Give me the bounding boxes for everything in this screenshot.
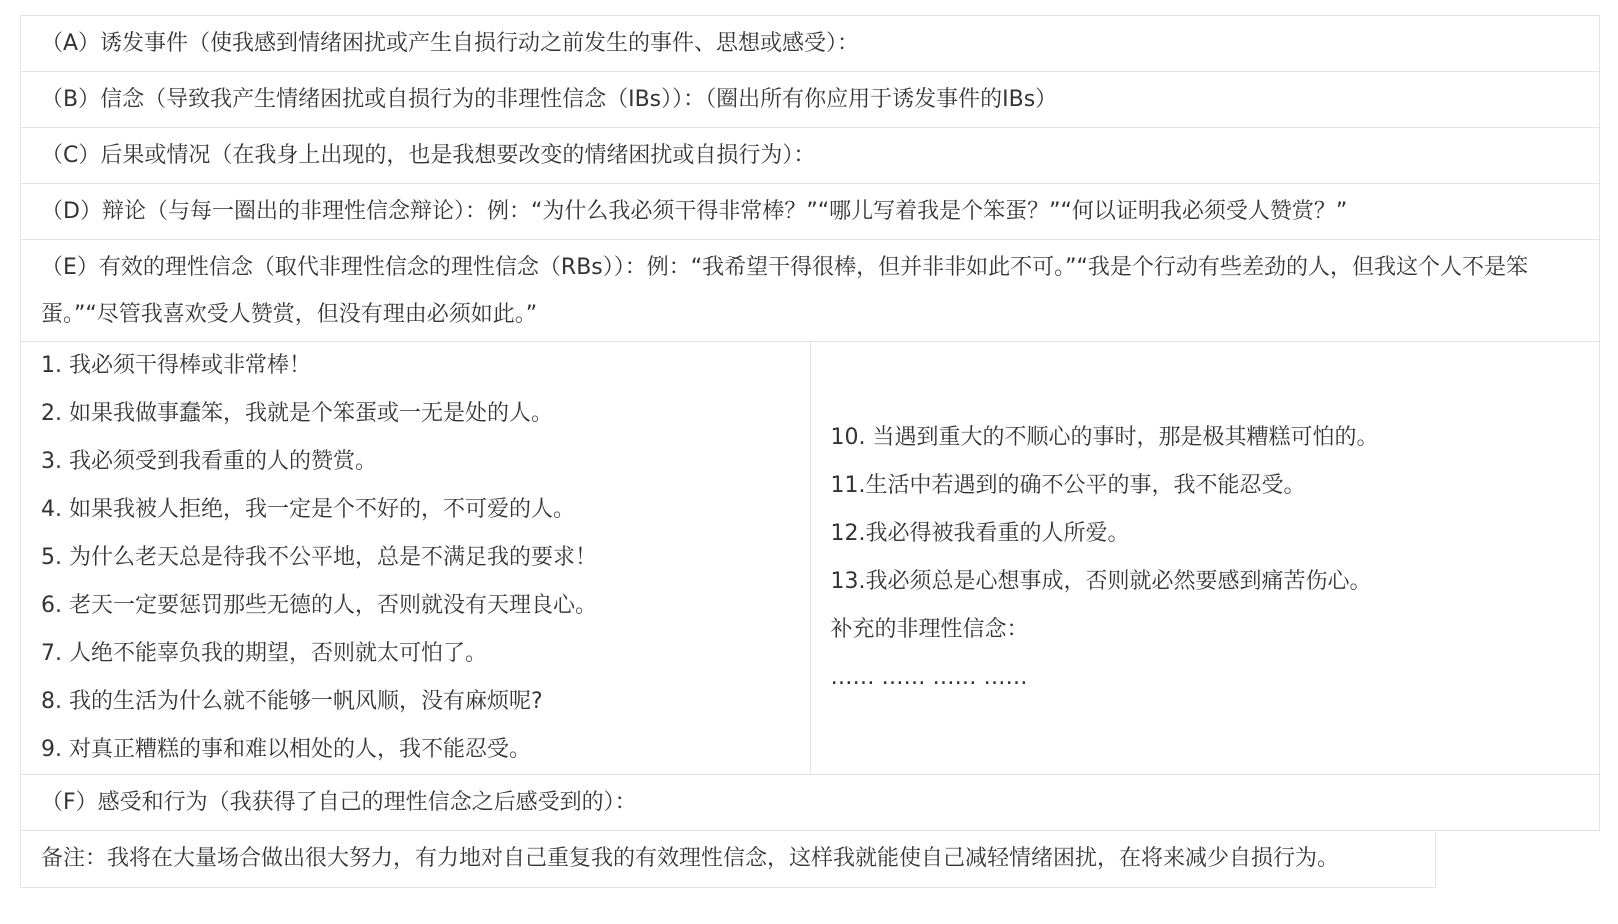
section-d-disputing: （D）辩论（与每一圈出的非理性信念辩论）：例：“为什么我必须干得非常棒？”“哪儿写着我是个笨蛋？”“何以证明我必须受人赞赏？” bbox=[21, 184, 1600, 240]
belief-item: 13.我必须总是心想事成，否则就必然要感到痛苦伤心。 bbox=[830, 569, 1372, 594]
belief-list-right bbox=[810, 342, 1600, 775]
row-a bbox=[21, 16, 1600, 72]
belief-item: 4. 如果我被人拒绝，我一定是个不好的，不可爱的人。 bbox=[41, 497, 575, 522]
belief-item: 2. 如果我做事蠢笨，我就是个笨蛋或一无是处的人。 bbox=[41, 401, 553, 426]
belief-item: 10. 当遇到重大的不顺心的事时，那是极其糟糕可怕的。 bbox=[830, 425, 1379, 450]
row-d bbox=[21, 184, 1600, 240]
belief-item: 3. 我必须受到我看重的人的赞赏。 bbox=[41, 449, 377, 474]
belief-item: 7. 人绝不能辜负我的期望，否则就太可怕了。 bbox=[41, 641, 487, 666]
row-e bbox=[21, 240, 1600, 342]
supplementary-beliefs-placeholder: …… …… …… …… bbox=[830, 665, 1028, 690]
belief-item: 9. 对真正糟糕的事和难以相处的人，我不能忍受。 bbox=[41, 737, 531, 762]
supplementary-beliefs-label: 补充的非理性信念： bbox=[830, 617, 1029, 642]
belief-list-left bbox=[21, 342, 811, 775]
row-belief-list bbox=[21, 342, 1600, 775]
abc-table bbox=[20, 15, 1600, 831]
section-e-effective-beliefs: （E）有效的理性信念（取代非理性信念的理性信念（RBs））：例：“我希望干得很棒，但并非非如此不可。”“我是个行动有些差劲的人，但我这个人不是笨蛋。”“尽管我喜欢受人赞赏，但没有理由必须如此。” bbox=[21, 240, 1600, 342]
section-a-activating-event: （A）诱发事件（使我感到情绪困扰或产生自损行动之前发生的事件、思想或感受）： bbox=[21, 16, 1600, 72]
section-b-beliefs: （B）信念（导致我产生情绪困扰或自损行为的非理性信念（IBs））：（圈出所有你应用于诱发事件的IBs） bbox=[21, 72, 1600, 128]
section-f-feelings-behaviors: （F）感受和行为（我获得了自己的理性信念之后感受到的）： bbox=[21, 775, 1600, 831]
belief-item: 12.我必得被我看重的人所爱。 bbox=[830, 521, 1130, 546]
note-remark: 备注：我将在大量场合做出很大努力，有力地对自己重复我的有效理性信念，这样我就能使自己减轻情绪困扰，在将来减少自损行为。 bbox=[20, 830, 1436, 888]
section-c-consequences: （C）后果或情况（在我身上出现的，也是我想要改变的情绪困扰或自损行为）： bbox=[21, 128, 1600, 184]
row-c bbox=[21, 128, 1600, 184]
row-f bbox=[21, 775, 1600, 831]
belief-item: 1. 我必须干得棒或非常棒！ bbox=[41, 353, 311, 378]
belief-item: 5. 为什么老天总是待我不公平地，总是不满足我的要求！ bbox=[41, 545, 597, 570]
row-b bbox=[21, 72, 1600, 128]
belief-item: 6. 老天一定要惩罚那些无德的人，否则就没有天理良心。 bbox=[41, 593, 597, 618]
belief-item: 11.生活中若遇到的确不公平的事，我不能忍受。 bbox=[830, 473, 1306, 498]
belief-item: 8. 我的生活为什么就不能够一帆风顺，没有麻烦呢? bbox=[41, 689, 543, 714]
